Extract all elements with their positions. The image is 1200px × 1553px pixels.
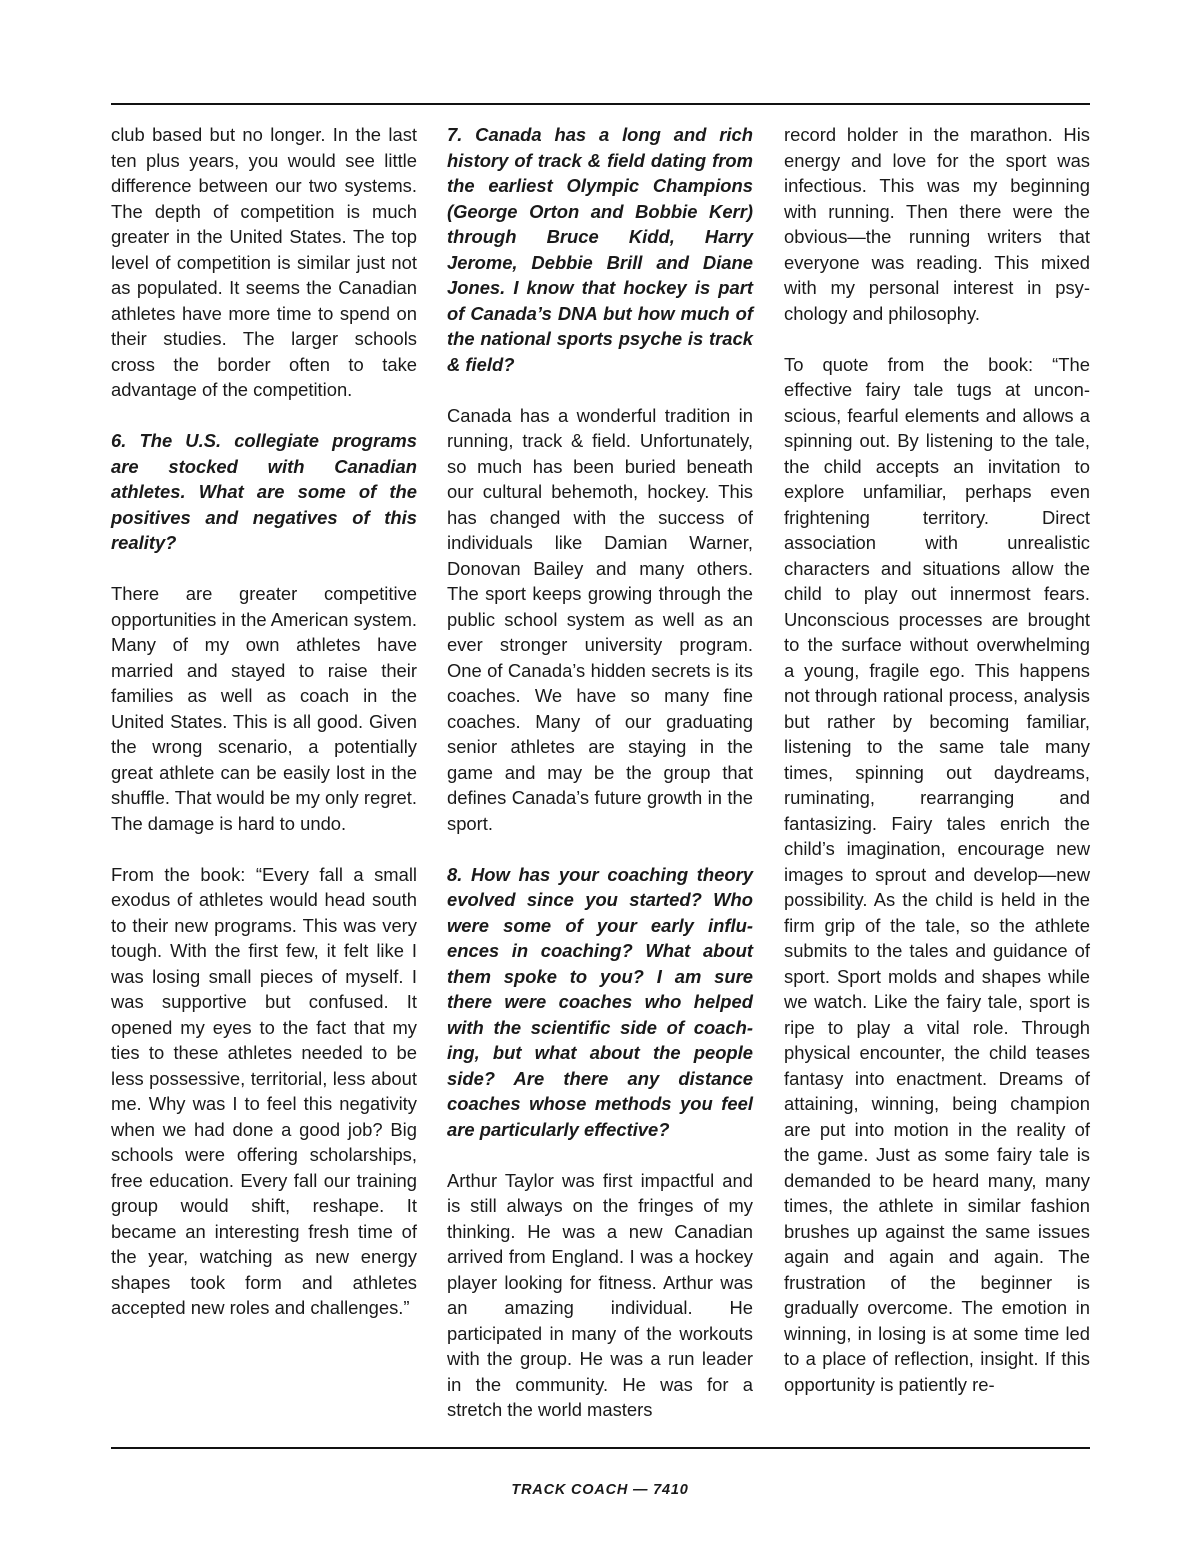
book-quote-paragraph: From the book: “Every fall a small exodus of athletes would head south to their new programs. This was very tough. With the first few, it felt like I was losing small pieces of myself. I was supportive but confused. It opened my eyes to the fact that my ties to these athletes needed to be less possessive, territorial, less about me. Why was I to feel this negativity when we had done a good job? Big schools were offering scholarships, free education. Every fall our training group would shift, reshape. It became an interesting fresh time of the year, watching as new energy shapes took form and athletes accepted new roles and challenges.” [111, 863, 417, 1318]
answer-paragraph: Arthur Taylor was first impactful and is still always on the fringes of my thinking. He was a new Canadian arrived from England. I was a hockey player looking for fitness. Arthur was an amazing individual. He participated in many of the workouts with the group. He was a run leader in the community. He was for a stretch the world masters [447, 1169, 753, 1420]
interview-question-8: 8. How has your coaching theory evolved since you started? Who were some of your early influences in coaching? What about them spoke to you? I am sure there were coaches who helped with the scientific side of coaching, but what about the people side? Are there any distance coaches whose methods you feel are particularly effective? [447, 863, 753, 1140]
article-column-1 [111, 122, 417, 1321]
answer-paragraph: Canada has a wonderful tradition in running, track & field. Unfortunately, so much has been buried beneath our cultural behemoth, hockey. This has changed with the success of individuals like Damian Warner, Donovan Bailey and many others. The sport keeps growing through the public school system as well as an ever stronger university program. One of Canada’s hidden secrets is its coaches. We have so many fine coaches. Many of our graduating senior athletes are staying in the game and may be the group that defines Canada’s future growth in the sport. [447, 404, 753, 834]
interview-question-6: 6. The U.S. collegiate programs are stocked with Canadian athletes. What are some of the positives and negatives of this reality? [111, 430, 417, 553]
bottom-rule [111, 1447, 1090, 1449]
answer-paragraph: record holder in the marathon. His energy and love for the sport was infectious. This was my beginning with running. Then there were the obvious—the running writers that everyone was reading. This mixed with my personal interest in psychology and philosophy. [784, 124, 1090, 324]
interview-question-7: 7. Canada has a long and rich history of track & field dating from the earliest Olympic Champions (George Orton and Bobbie Kerr) through Bruce Kidd, Harry Jerome, Debbie Brill and Diane Jones. I know that hockey is part of Canada’s DNA but how much of the national sports psyche is track & field? [447, 124, 753, 375]
book-quote-paragraph: To quote from the book: “The effective fairy tale tugs at unconscious, fearful elements and allows a spinning out. By listening to the tale, the child accepts an invitation to explore unfamiliar, perhaps even frightening territory. Direct association with unrealistic characters and situations allow the child to play out innermost fears. Unconscious processes are brought to the surface without overwhelming a young, fragile ego. This happens not through rational process, analysis but rather by becoming familiar, listening to the same tale many times, spinning out daydreams, ruminating, rearranging and fantasizing. Fairy tales enrich the child’s imagination, encourage new images to sprout and develop—new possibility. As the child is held in the firm grip of the tale, so the athlete submits to the tales and guidance of sport. Sport molds and shapes while we watch. Like the fairy tale, sport is ripe to play a vital role. Through physical encounter, the child teases fantasy into enactment. Dreams of attaining, winning, being champion are put into motion in the reality of the game. Just as some fairy tale is demanded to be heard many, many times, the athlete in similar fashion brushes up against the same issues again and again and again. The frustration of the beginner is gradually overcome. The emotion in winning, in losing is at some time led to a place of reflection, insight. If this opportunity is patiently re- [784, 353, 1090, 1395]
answer-paragraph: club based but no longer. In the last ten plus years, you would see little difference between our two systems. The depth of competition is much greater in the United States. The top level of competition is similar just not as populated. It seems the Canadian athletes have more time to spend on their studies. The larger schools cross the border often to take advantage of the competition. [111, 124, 417, 400]
top-rule [111, 103, 1090, 105]
answer-paragraph: There are greater competitive opportunities in the American system. Many of my own athletes have married and stayed to raise their families as well as coach in the United States. This is all good. Given the wrong scenario, a potentially great athlete can be easily lost in the shuffle. That would be my only regret. The damage is hard to undo. [111, 583, 417, 834]
page-footer: TRACK COACH — 7410 [511, 1482, 689, 1498]
article-column-2 [447, 122, 753, 1423]
article-column-3 [784, 122, 1090, 1397]
